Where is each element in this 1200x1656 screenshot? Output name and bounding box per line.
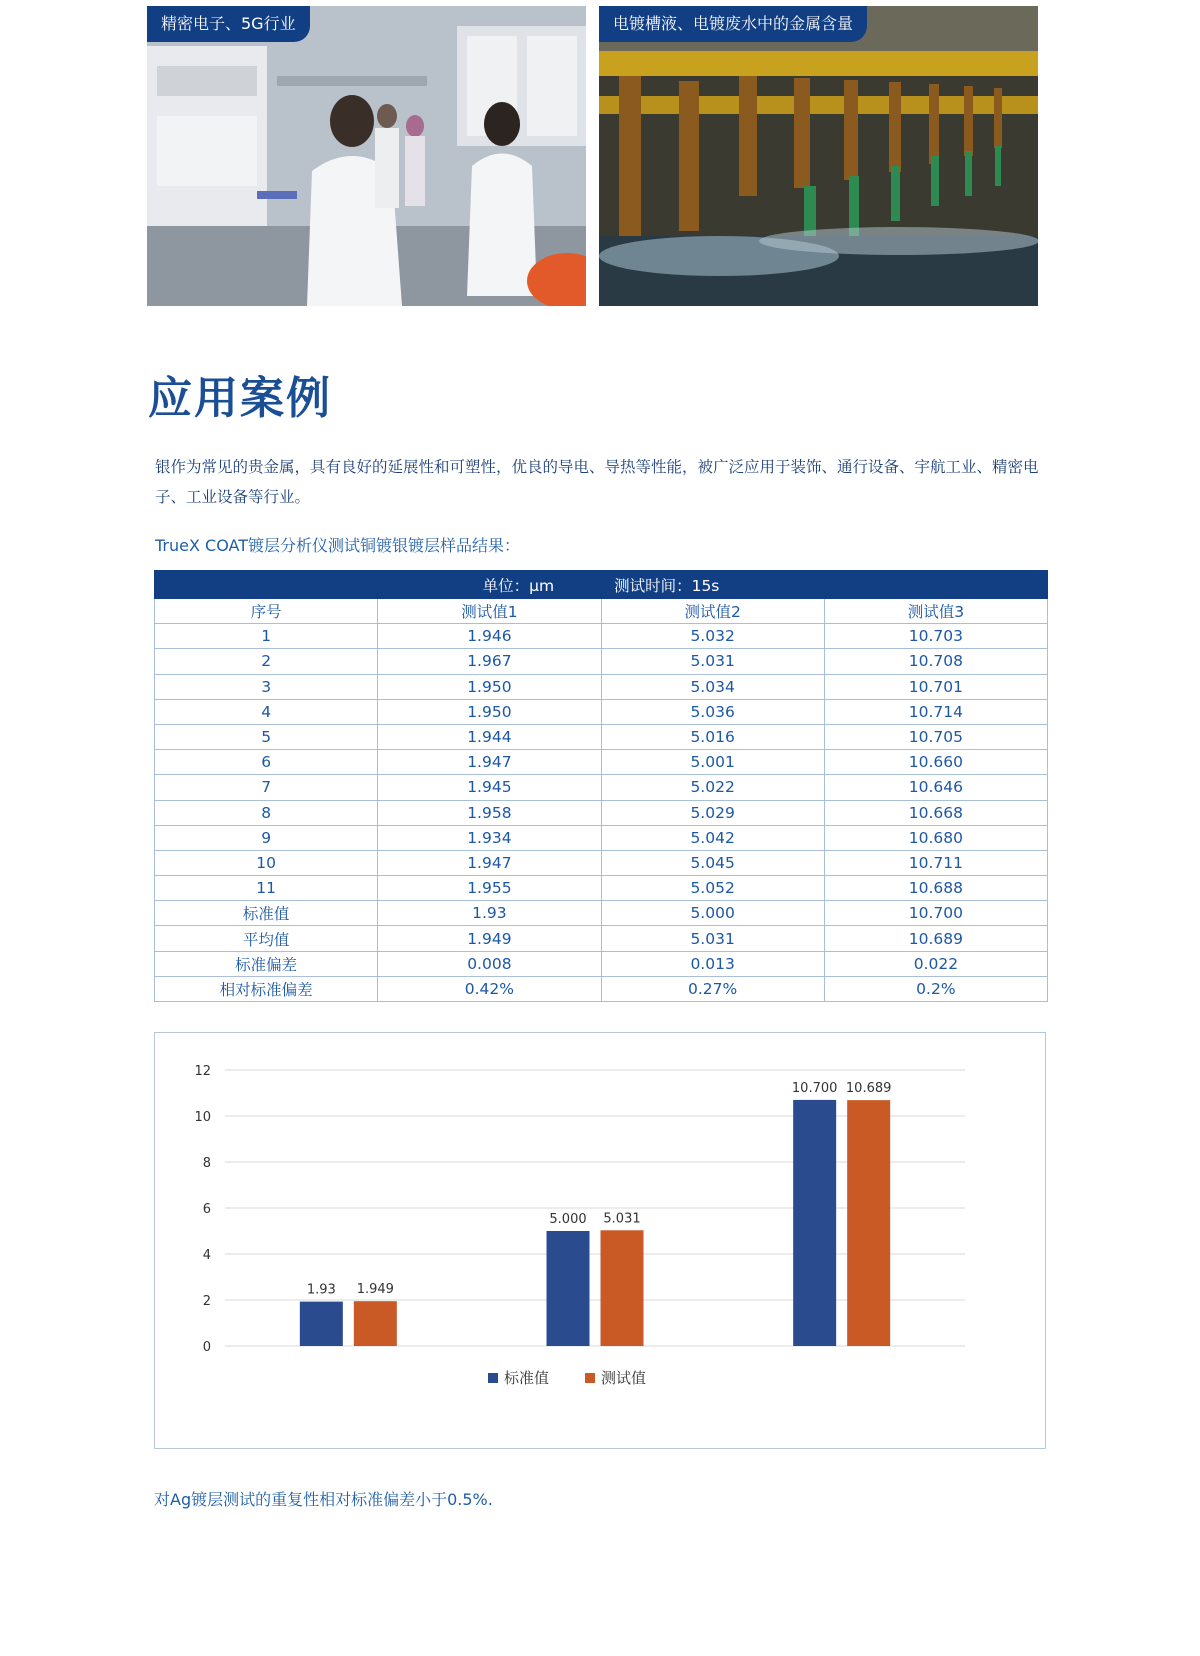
table-cell-value: 0.42% [378,976,601,1001]
header-test1: 测试值1 [378,599,601,624]
photo-lab [147,6,586,306]
legend-label: 标准值 [504,1369,550,1387]
table-cell-value: 1.967 [378,649,601,674]
table-cell-value: 5.032 [601,624,824,649]
table-cell-label: 2 [155,649,378,674]
y-tick-label: 2 [202,1294,211,1309]
bar [847,1100,890,1346]
table-cell-value: 10.660 [824,750,1047,775]
table-cell-value: 10.703 [824,624,1047,649]
table-cell-value: 5.045 [601,850,824,875]
table-cell-value: 1.950 [378,699,601,724]
table-cell-value: 5.001 [601,750,824,775]
footnote: 对Ag镀层测试的重复性相对标准偏差小于0.5%. [154,1490,493,1509]
table-cell-label: 5 [155,724,378,749]
bar-value-label: 5.000 [549,1212,587,1227]
y-tick-label: 8 [202,1156,211,1171]
table-row [155,850,1048,875]
header-index: 序号 [155,599,378,624]
table-row [155,750,1048,775]
bar-value-label: 10.700 [791,1080,838,1096]
y-tick-label: 10 [194,1110,211,1125]
table-cell-value: 10.668 [824,800,1047,825]
y-axis-ticks [194,1064,211,1355]
table-cell-value: 0.013 [601,951,824,976]
table-cell-label: 10 [155,850,378,875]
table-header-row [155,599,1048,624]
photo-tag-electronics: 精密电子、5G行业 [147,6,310,42]
legend-swatch [488,1373,498,1383]
table-cell-value: 1.93 [378,901,601,926]
table-cell-value: 5.031 [601,926,824,951]
bar-value-label: 5.031 [603,1211,641,1227]
table-cell-value: 10.646 [824,775,1047,800]
table-cell-value: 10.680 [824,825,1047,850]
table-row [155,976,1048,1001]
table-row [155,649,1048,674]
results-table [154,570,1048,1002]
bar [300,1302,343,1346]
table-row [155,901,1048,926]
table-cell-value: 1.955 [378,876,601,901]
header-test2: 测试值2 [601,599,824,624]
table-cell-value: 0.008 [378,951,601,976]
table-cell-value: 5.034 [601,674,824,699]
y-tick-label: 4 [202,1248,211,1263]
table-row [155,674,1048,699]
table-cell-value: 1.958 [378,800,601,825]
table-unit-header [155,571,1048,599]
table-cell-value: 10.700 [824,901,1047,926]
chart-legend [488,1369,646,1387]
table-row [155,876,1048,901]
table-cell-label: 11 [155,876,378,901]
table-cell-value: 5.000 [601,901,824,926]
bar [793,1100,836,1346]
table-cell-label: 1 [155,624,378,649]
header-test3: 测试值3 [824,599,1047,624]
table-cell-label: 9 [155,825,378,850]
table-cell-value: 10.714 [824,699,1047,724]
table-cell-value: 1.945 [378,775,601,800]
plating-illustration [599,6,1038,306]
table-row [155,775,1048,800]
table-cell-label: 相对标准偏差 [155,976,378,1001]
table-cell-value: 10.688 [824,876,1047,901]
table-cell-value: 0.27% [601,976,824,1001]
table-cell-value: 1.950 [378,674,601,699]
bar [354,1301,397,1346]
table-cell-label: 6 [155,750,378,775]
table-cell-label: 标准值 [155,901,378,926]
table-row [155,926,1048,951]
table-cell-value: 1.947 [378,850,601,875]
legend-label: 测试值 [601,1369,647,1387]
table-cell-value: 10.711 [824,850,1047,875]
intro-paragraph: 银作为常见的贵金属，具有良好的延展性和可塑性，优良的导电、导热等性能，被广泛应用于装饰、通行设备、宇航工业、精密电子、工业设备等行业。 [155,458,1039,506]
table-row [155,724,1048,749]
table-body [155,624,1048,1002]
table-row [155,800,1048,825]
table-cell-value: 5.052 [601,876,824,901]
unit-label: 单位：μm [482,576,555,595]
table-cell-value: 5.031 [601,649,824,674]
bar-value-label: 1.949 [356,1282,394,1298]
y-tick-label: 12 [194,1064,211,1079]
y-tick-label: 6 [202,1202,211,1217]
table-row [155,699,1048,724]
bar-chart-svg [155,1033,1047,1450]
table-row [155,951,1048,976]
y-tick-label: 0 [202,1340,211,1355]
table-caption: TrueX COAT镀层分析仪测试铜镀银镀层样品结果： [155,536,520,555]
table-cell-value: 5.042 [601,825,824,850]
table-row [155,825,1048,850]
table-cell-value: 0.2% [824,976,1047,1001]
table-cell-value: 1.949 [378,926,601,951]
table-cell-label: 4 [155,699,378,724]
bar-value-label: 10.689 [845,1081,892,1097]
table-row [155,624,1048,649]
bar [547,1231,590,1346]
table-cell-label: 8 [155,800,378,825]
table-cell-value: 1.947 [378,750,601,775]
bar [601,1230,644,1346]
table-cell-value: 1.934 [378,825,601,850]
table-cell-value: 5.036 [601,699,824,724]
table-cell-value: 5.016 [601,724,824,749]
photo-plating [599,6,1038,306]
table-cell-value: 5.029 [601,800,824,825]
table-cell-value: 10.708 [824,649,1047,674]
legend-swatch [585,1373,595,1383]
lab-illustration [147,6,586,306]
table-cell-label: 7 [155,775,378,800]
photo-tag-plating: 电镀槽液、电镀废水中的金属含量 [599,6,867,42]
table-cell-value: 0.022 [824,951,1047,976]
table-cell-value: 10.689 [824,926,1047,951]
section-title: 应用案例 [148,373,332,424]
table-cell-label: 平均值 [155,926,378,951]
table-cell-value: 1.944 [378,724,601,749]
bar-value-label: 1.93 [306,1282,336,1298]
test-time-label: 测试时间：15s [614,576,720,595]
table-cell-value: 1.946 [378,624,601,649]
chart-bars [300,1100,890,1346]
bar-chart [154,1032,1046,1449]
table-cell-label: 标准偏差 [155,951,378,976]
table-cell-label: 3 [155,674,378,699]
table-cell-value: 5.022 [601,775,824,800]
table-cell-value: 10.705 [824,724,1047,749]
table-cell-value: 10.701 [824,674,1047,699]
